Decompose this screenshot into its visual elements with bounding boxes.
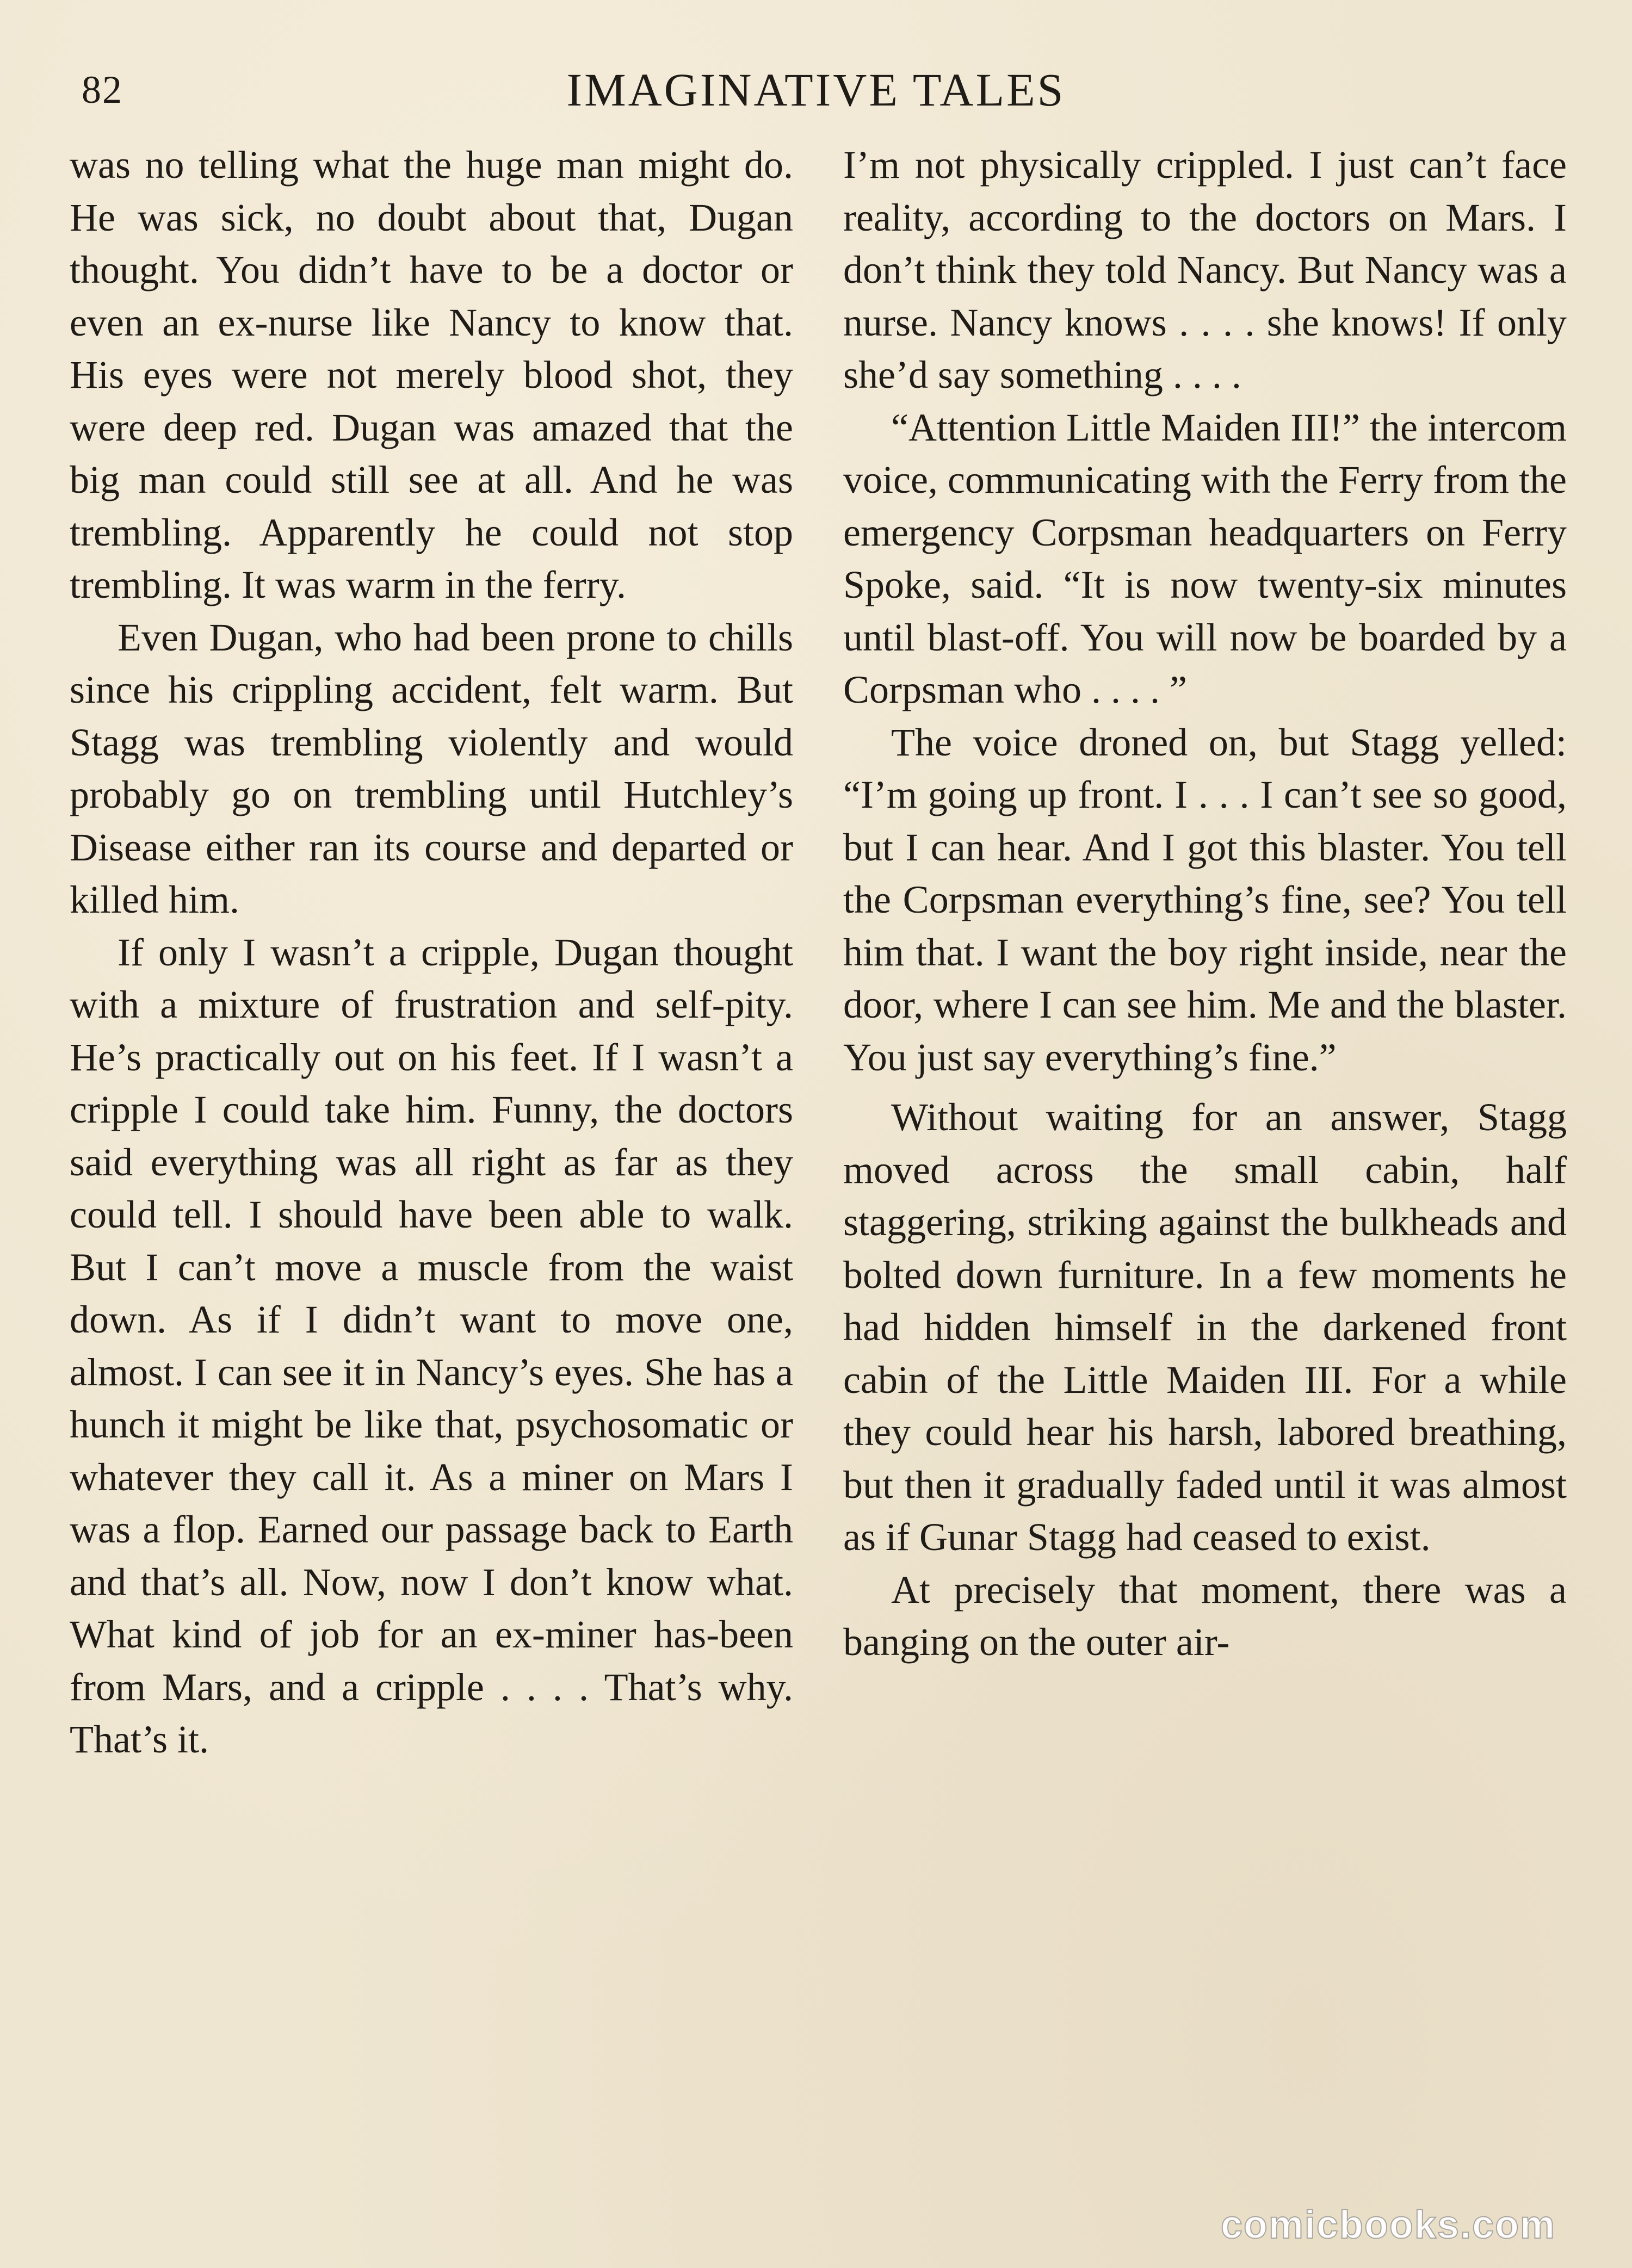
paragraph: I’m not physically crippled. I just can’t face reality, according to the doctors on Mars. I don’t think they told Nancy. But Nancy was a nurse. Nancy knows . . . . she knows! If only she’d say something . . . . <box>843 143 1567 396</box>
paragraph: If only I wasn’t a cripple, Dugan thought with a mixture of frustration and self-pity. He’s practically out on his feet. If I wasn’t a cripple I could take him. Funny, the doctors said everything was all right as far as they could tell. I should have been able to walk. But I can’t move a muscle from the waist down. As if I didn’t want to move one, almost. I can see it in Nancy’s eyes. She has a hunch it might be like that, psychosomatic or whatever they call it. As a miner on Mars I was a flop. Earned our passage back to Earth and that’s all. Now, now I don’t know what. What kind of job for an ex-miner has-been from Mars, and a cripple . . . . That’s why. That’s it. <box>70 930 793 1761</box>
right-column <box>843 139 1567 1669</box>
paragraph: was no telling what the huge man might do. He was sick, no doubt about that, Dugan thought. You didn’t have to be a doctor or even an ex-nurse like Nancy to know that. His eyes were not merely blood shot, they were deep red. Dugan was amazed that the big man could still see at all. And he was trembling. Apparently he could not stop trembling. It was warm in the ferry. <box>70 143 793 606</box>
paragraph: “Attention Little Maiden III!” the intercom voice, communicating with the Ferry from the emergency Corpsman headquarters on Ferry Spoke, said. “It is now twenty-six minutes until blast-off. You will now be boarded by a Corpsman who . . . . ” <box>843 405 1567 711</box>
page-header <box>71 60 1561 120</box>
paragraph: At precisely that moment, there was a banging on the outer air- <box>843 1567 1567 1664</box>
paragraph: The voice droned on, but Stagg yelled: “I’m going up front. I . . . I can’t see so good, but I can hear. And I got this blaster. You tell the Corpsman everything’s fine, see? You tell him that. I want the boy right inside, near the door, where I can see him. Me and the blaster. You just say everything’s fine.” <box>843 720 1567 1079</box>
paragraph: Without waiting for an answer, Stagg moved across the small cabin, half staggering, striking against the bulkheads and bolted down furniture. In a few moments he had hidden himself in the darkened front cabin of the Little Maiden III. For a while they could hear his harsh, labored breathing, but then it gradually faded until it was almost as if Gunar Stagg had ceased to exist. <box>843 1095 1567 1559</box>
paragraph: Even Dugan, who had been prone to chills since his crippling accident, felt warm. But Stagg was trembling violently and would probably go on trembling until Hutchley’s Disease either ran its course and departed or killed him. <box>70 615 793 921</box>
page-number: 82 <box>82 68 123 111</box>
left-column <box>70 139 793 1766</box>
running-title: IMAGINATIVE TALES <box>566 64 1066 116</box>
site-watermark: comicbooks.com <box>1220 2203 1556 2247</box>
